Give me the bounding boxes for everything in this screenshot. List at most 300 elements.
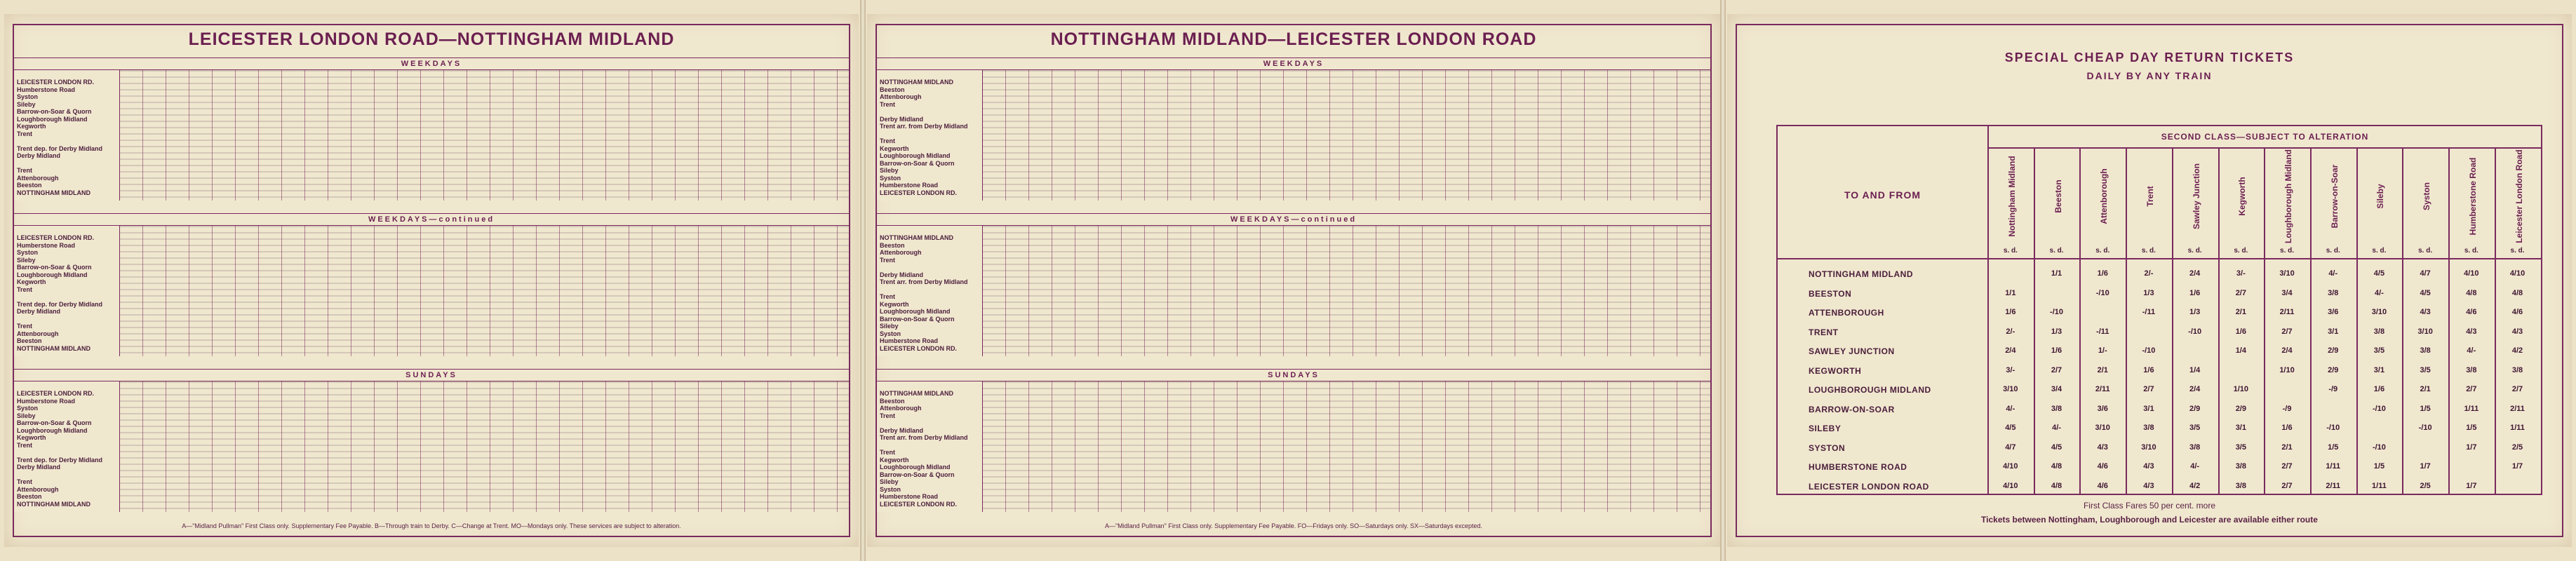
fare-cell: 2/11 [2279,308,2295,316]
fare-cell: 4/3 [2511,327,2523,336]
paper-fold [1720,0,1726,561]
fare-cell: 1/6 [2051,346,2062,355]
fare-cell: 1/7 [2466,481,2477,490]
station-label: Syston [880,485,901,493]
unit-label: s. d. [2234,247,2248,255]
fare-cell: 2/4 [2189,385,2201,393]
station-label: Humberstone Road [17,397,76,405]
station-label: Loughborough Midland [880,308,951,315]
fare-cell: 2/9 [2328,346,2339,355]
header-divider [1778,258,2541,259]
station-label: Kegworth [880,456,909,464]
fare-cell: 3/10 [2141,442,2156,452]
station-label: Beeston [880,397,905,405]
station-label: Derby Midland [17,152,61,159]
column-header-label: Leicester London Road [2514,149,2524,243]
column-header [2034,147,2081,245]
paper-fold [860,0,866,561]
fare-cell: 2/4 [2281,346,2293,355]
section-sundays: SUNDAYS [877,369,1710,381]
station-label: Sileby [17,100,36,108]
fare-cell: 3/6 [2097,404,2108,413]
fare-cell: 4/2 [2511,346,2523,355]
fare-cell: 1/6 [2373,385,2385,393]
section-weekdays-continued: WEEKDAYS—continued [14,213,849,226]
station-label: Trent [17,478,33,485]
column-divider [2402,147,2403,494]
station-label: Trent dep. for Derby Midland [17,300,103,308]
station-label: Sileby [880,167,899,174]
fare-cell: -/10 [2372,404,2386,413]
unit-label: s. d. [2095,247,2110,255]
station-column [877,70,983,201]
fares-panel [1727,14,2572,547]
fare-cell: -/10 [2142,346,2156,355]
fare-cell: 4/6 [2511,308,2523,316]
station-label: Humberstone Road [17,241,76,249]
station-label: Syston [17,249,39,256]
fare-cell: 3/5 [2420,365,2431,374]
sunday-timetable [14,381,849,512]
station-label: NOTTINGHAM MIDLAND [880,234,953,241]
fare-cell: 3/4 [2281,288,2293,297]
station-label: Kegworth [17,123,46,130]
fare-cell: -/10 [2188,327,2202,336]
fare-cell: 3/10 [2003,385,2018,393]
station-column [877,381,983,512]
station-label: Trent [17,441,33,449]
panel-title: LEICESTER LONDON ROAD—NOTTINGHAM MIDLAND [188,29,675,49]
class-header: SECOND CLASS—SUBJECT TO ALTERATION [1987,126,2541,149]
fare-cell: 1/6 [2097,269,2108,278]
fare-cell: 2/7 [2235,288,2246,297]
station-label: Syston [880,330,901,337]
station-label: Trent [880,100,896,108]
column-header [1987,147,2035,245]
panel-title: NOTTINGHAM MIDLAND—LEICESTER LONDON ROAD [1050,29,1537,49]
fare-cell: 2/1 [2420,385,2431,393]
fare-row-label: NOTTINGHAM MIDLAND [1809,269,1913,279]
fare-cell: 2/7 [2143,385,2154,393]
fare-cell: 3/8 [2328,288,2339,297]
fare-cell: -/11 [2142,308,2156,316]
fare-cell: 4/10 [2509,269,2525,278]
fare-cell: 1/11 [2510,424,2525,432]
station-label: LEICESTER LONDON RD. [17,79,95,86]
fare-cell: 3/8 [2511,365,2523,374]
fare-cell: -/10 [2050,308,2064,316]
fare-row-label: LOUGHBOROUGH MIDLAND [1809,385,1931,395]
station-label: Syston [880,174,901,182]
fare-cell: 1/11 [2464,404,2479,413]
fare-cell: 2/- [2006,327,2015,336]
first-class-note: First Class Fares 50 per cent. more [2083,501,2216,511]
fare-cell: 3/8 [2143,424,2154,432]
fare-cell: 1/3 [2051,327,2062,336]
footnotes: A—"Midland Pullman" First Class only. Supplementary Fee Payable. FO—Fridays only. SO—Saturdays only. SX—Saturdays excepted. [1104,522,1483,529]
station-label: Beeston [17,337,42,344]
fare-cell: 3/10 [2279,269,2295,278]
fare-cell: 2/11 [2326,481,2341,490]
fare-cell: 4/- [2052,424,2061,432]
fare-cell: 4/3 [2143,481,2154,490]
station-label: Attenborough [17,485,59,493]
fare-cell: -/10 [2418,424,2432,432]
column-divider [2310,147,2312,494]
fare-cell: 1/6 [2189,288,2201,297]
fare-cell: -/10 [2095,288,2109,297]
fares-title: SPECIAL CHEAP DAY RETURN TICKETS [2004,50,2295,65]
unit-label: s. d. [2141,247,2156,255]
unit-label: s. d. [2187,247,2202,255]
column-header-label: Sawley Junction [2191,163,2201,230]
station-label: Trent arr. from Derby Midland [880,278,968,285]
fare-cell: 3/1 [2235,424,2246,432]
station-label: Humberstone Road [880,182,939,189]
fare-cell: 3/10 [2417,327,2433,336]
station-label: NOTTINGHAM MIDLAND [880,79,953,86]
fare-cell: 4/10 [2464,269,2479,278]
station-label: LEICESTER LONDON RD. [880,344,958,352]
section-weekdays: WEEKDAYS [877,58,1710,70]
fare-cell: 3/8 [2235,481,2246,490]
station-label: Trent [880,449,896,456]
fare-cell: 2/11 [2510,404,2525,413]
fare-cell: 3/- [2236,269,2246,278]
fare-cell: 4/7 [2005,442,2016,452]
fare-cell: 1/1 [2005,288,2016,297]
station-label: NOTTINGHAM MIDLAND [880,390,953,397]
fare-cell: 3/10 [2095,424,2110,432]
column-header-label: Nottingham Midland [2006,156,2017,237]
column-header-label: Loughborough Midland [2283,149,2294,243]
column-header-label: Syston [2422,182,2432,211]
fare-cell: 2/5 [2420,481,2431,490]
column-header [2218,147,2266,245]
unit-label: s. d. [2003,247,2018,255]
column-header [2402,147,2450,245]
station-label: Sileby [17,256,36,264]
fare-cell: 1/- [2098,346,2107,355]
fare-cell: 3/1 [2328,327,2339,336]
fare-cell: 4/3 [2466,327,2477,336]
station-label: Trent arr. from Derby Midland [880,434,968,441]
station-label: Trent [880,412,896,419]
fare-cell: 2/7 [2051,365,2062,374]
fare-cell: 4/10 [2003,462,2018,471]
fare-cell: 1/7 [2466,442,2477,452]
station-label: Trent [880,137,896,144]
weekday-continued-timetable [14,226,849,356]
fare-row-label: LEICESTER LONDON ROAD [1809,481,1929,492]
fare-cell: 2/11 [2095,385,2110,393]
unit-label: s. d. [2510,247,2525,255]
fare-cell: 1/4 [2235,346,2246,355]
fare-cell: 1/6 [2235,327,2246,336]
footnotes: A—"Midland Pullman" First Class only. Supplementary Fee Payable. B—Through train to Derby. C—Change at Trent. MO—Mondays only. These services are subject to alteration. [182,522,681,529]
station-label: NOTTINGHAM MIDLAND [17,500,90,508]
station-label: Barrow-on-Soar & Quorn [17,108,92,115]
unit-label: s. d. [2464,247,2478,255]
station-label: Attenborough [17,330,59,337]
column-divider [2448,147,2450,494]
unit-label: s. d. [2280,247,2295,255]
fare-cell: 4/- [2328,269,2338,278]
fare-cell: 3/5 [2373,346,2385,355]
fare-cell: 4/- [2006,404,2015,413]
timetable-leicester-nottingham [4,14,859,547]
station-label: Humberstone Road [17,86,76,93]
fare-cell: -/9 [2328,385,2338,393]
fare-cell: 4/7 [2420,269,2431,278]
column-header [2264,147,2312,245]
column-header-label: Kegworth [2237,177,2248,216]
to-from-label: TO AND FROM [1844,189,1921,201]
fare-cell: 2/4 [2189,269,2201,278]
fare-row-label: TRENT [1809,327,1839,337]
station-column [14,226,120,356]
column-header [2126,147,2173,245]
station-label: Barrow-on-Soar & Quorn [880,159,955,167]
station-label: Kegworth [17,434,46,441]
station-label: Sileby [880,478,899,485]
column-header-label: Humberstone Road [2467,157,2478,236]
unit-label: s. d. [2326,247,2340,255]
station-label: Barrow-on-Soar & Quorn [17,264,92,271]
fare-cell: 4/3 [2420,308,2431,316]
fare-cell: 2/7 [2466,385,2477,393]
station-label: Trent [17,167,33,174]
station-label: Loughborough Midland [880,464,951,471]
station-column [14,70,120,201]
column-divider [2495,147,2496,494]
fare-cell: 1/7 [2420,462,2431,471]
station-label: Loughborough Midland [880,152,951,159]
fare-cell: 4/- [2375,288,2384,297]
unit-label: s. d. [2049,247,2064,255]
fare-cell: 4/6 [2097,481,2108,490]
fare-cell: 2/7 [2281,481,2293,490]
station-label: LEICESTER LONDON RD. [17,234,95,241]
fare-cell: 1/5 [2466,424,2477,432]
fare-cell: 4/8 [2051,462,2062,471]
timetable-nottingham-leicester [867,14,1720,547]
station-label: Attenborough [880,93,922,100]
section-sundays: SUNDAYS [14,369,849,381]
station-label: Trent [880,256,896,264]
fare-cell: 4/2 [2189,481,2201,490]
route-availability-note: Tickets between Nottingham, Loughborough and Leicester are available either route [1981,515,2318,525]
fare-cell: 2/9 [2235,404,2246,413]
fare-cell: 4/6 [2097,462,2108,471]
column-divider [2034,147,2035,494]
column-header-label: Barrow-on-Soar [2329,164,2340,229]
fare-cell: 3/8 [2235,462,2246,471]
fare-cell: 1/7 [2511,462,2523,471]
station-label: Beeston [17,182,42,189]
column-header [2079,147,2127,245]
fare-cell: 1/6 [2005,308,2016,316]
fare-row-label: SYSTON [1809,442,1846,453]
fare-cell: 4/8 [2466,288,2477,297]
station-label: Derby Midland [17,464,61,471]
station-label: Humberstone Road [880,493,939,500]
fare-cell: 2/7 [2511,385,2523,393]
station-label: Trent [17,285,33,293]
column-header-label: Beeston [2053,180,2063,213]
fare-cell: -/11 [2096,327,2109,336]
fare-cell: 4/5 [2420,288,2431,297]
fare-cell: 1/4 [2189,365,2201,374]
station-label: Kegworth [880,144,909,152]
weekday-continued-timetable [877,226,1710,356]
column-divider [1987,147,1989,494]
fare-cell: 3/1 [2373,365,2385,374]
column-header [2172,147,2220,245]
station-label: Syston [17,93,39,100]
column-divider [2218,147,2220,494]
fare-cell: 4/6 [2466,308,2477,316]
weekday-timetable [877,70,1710,201]
station-label: Loughborough Midland [17,271,88,278]
fare-cell: 1/3 [2189,308,2201,316]
fare-cell: 3/- [2006,365,2015,374]
weekday-timetable [14,70,849,201]
fare-cell: 1/6 [2143,365,2154,374]
fare-cell: 1/11 [2372,481,2387,490]
fare-cell: 1/5 [2420,404,2431,413]
station-label: Kegworth [880,300,909,308]
fare-cell: 3/10 [2371,308,2387,316]
station-label: Trent dep. for Derby Midland [17,144,103,152]
fare-table [1776,125,2542,495]
station-label: NOTTINGHAM MIDLAND [17,344,90,352]
fare-row-label: HUMBERSTONE ROAD [1809,462,1907,472]
fare-cell: 3/5 [2235,442,2246,452]
station-label: Attenborough [880,405,922,412]
station-label: Trent [17,323,33,330]
fare-cell: 4/8 [2511,288,2523,297]
fare-cell: 4/10 [2003,481,2018,490]
station-label: Syston [17,405,39,412]
fare-cell: -/10 [2326,424,2340,432]
column-header [2495,147,2542,245]
station-label: Loughborough Midland [17,426,88,434]
fare-cell: 2/- [2144,269,2154,278]
column-header-label: Attenborough [2099,168,2109,224]
station-label: LEICESTER LONDON RD. [17,390,95,397]
column-header-label: Sileby [2375,184,2386,209]
station-label: Trent arr. from Derby Midland [880,123,968,130]
fare-cell: 3/8 [2051,404,2062,413]
fare-cell: 4/3 [2143,462,2154,471]
station-label: Kegworth [17,278,46,285]
fare-cell: 2/7 [2281,327,2293,336]
station-column [877,226,983,356]
fare-cell: 4/- [2467,346,2476,355]
fare-cell: 2/1 [2097,365,2108,374]
station-label: Trent [17,130,33,137]
station-label: Beeston [880,241,905,249]
fare-cell: 3/1 [2143,404,2154,413]
station-label: LEICESTER LONDON RD. [880,500,958,508]
station-label: Attenborough [880,249,922,256]
fare-cell: 3/4 [2051,385,2062,393]
station-label: LEICESTER LONDON RD. [880,189,958,196]
fare-cell: -/9 [2282,404,2292,413]
column-divider [2356,147,2358,494]
fare-cell: 1/1 [2051,269,2062,278]
station-label: Beeston [880,86,905,93]
station-label: Sileby [17,412,36,419]
station-label: Beeston [17,493,42,500]
fare-cell: 4/5 [2005,424,2016,432]
fare-cell: 1/11 [2326,462,2341,471]
column-divider [2079,147,2081,494]
station-label: Derby Midland [880,426,924,434]
fare-cell: 4/- [2190,462,2200,471]
fare-cell: 3/8 [2420,346,2431,355]
fare-cell: 2/1 [2235,308,2246,316]
station-label: NOTTINGHAM MIDLAND [17,189,90,196]
unit-label: s. d. [2418,247,2433,255]
station-label: Barrow-on-Soar & Quorn [17,419,92,426]
column-divider [2172,147,2173,494]
column-header-label: Trent [2145,186,2155,207]
fare-cell: 4/5 [2373,269,2385,278]
station-label: Derby Midland [880,271,924,278]
fare-cell: 3/8 [2466,365,2477,374]
column-divider [2126,147,2127,494]
fare-row-label: KEGWORTH [1809,365,1862,376]
fare-cell: 1/5 [2373,462,2385,471]
section-weekdays: WEEKDAYS [14,58,849,70]
station-label: Trent [880,293,896,300]
fare-row-label: SAWLEY JUNCTION [1809,346,1895,356]
fare-cell: 2/1 [2281,442,2293,452]
fare-cell: 4/3 [2097,442,2108,452]
station-label: Loughborough Midland [17,115,88,123]
fare-row-label: SILEBY [1809,424,1842,433]
fare-cell: 2/9 [2328,365,2339,374]
fare-cell: 4/5 [2051,442,2062,452]
unit-label: s. d. [2372,247,2387,255]
fare-cell: 3/6 [2328,308,2339,316]
fare-cell: 3/5 [2189,424,2201,432]
fare-cell: 1/5 [2328,442,2339,452]
column-header [2356,147,2404,245]
station-column [14,381,120,512]
fare-cell: 2/7 [2281,462,2293,471]
station-label: Barrow-on-Soar & Quorn [880,471,955,478]
station-label: Derby Midland [17,308,61,315]
fare-cell: 1/6 [2281,424,2293,432]
fare-cell: 1/10 [2233,385,2249,393]
fare-cell: 3/8 [2373,327,2385,336]
fare-row-label: BEESTON [1809,288,1852,299]
station-label: Barrow-on-Soar & Quorn [880,315,955,323]
fare-cell: 2/5 [2511,442,2523,452]
fare-cell: 3/8 [2189,442,2201,452]
station-label: Sileby [880,323,899,330]
fare-row-label: ATTENBOROUGH [1809,308,1884,318]
fare-row-label: BARROW-ON-SOAR [1809,404,1895,414]
station-label: Derby Midland [880,115,924,123]
fare-cell: 2/4 [2005,346,2016,355]
fare-cell: 2/9 [2189,404,2201,413]
station-label: Attenborough [17,174,59,182]
fare-cell: 1/3 [2143,288,2154,297]
